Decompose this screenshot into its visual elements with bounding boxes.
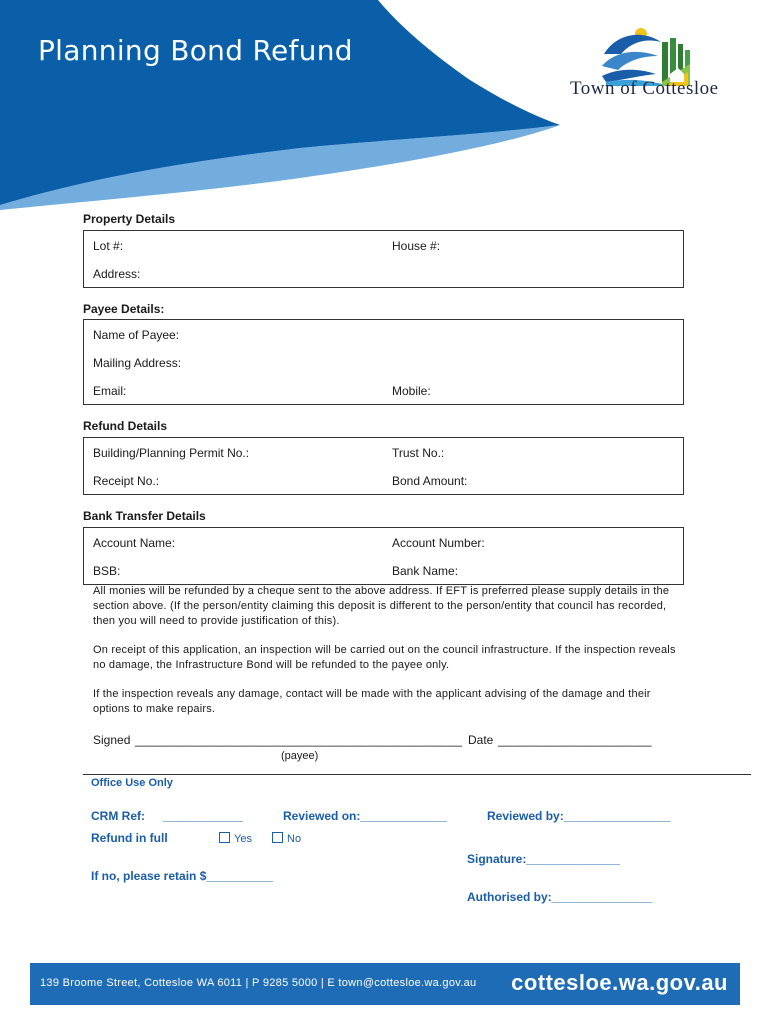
crm-ref-line[interactable]: ____________ xyxy=(163,809,244,823)
account-name-field[interactable]: Account Name: xyxy=(93,536,176,550)
refund-details-heading: Refund Details xyxy=(83,419,168,433)
reviewed-by-field[interactable]: Reviewed by:________________ xyxy=(487,809,671,823)
table-row xyxy=(84,438,683,466)
house-field[interactable]: House #: xyxy=(392,239,441,253)
bank-details-table xyxy=(83,527,684,585)
payee-details-heading: Payee Details: xyxy=(83,302,165,316)
office-divider xyxy=(83,774,751,775)
reviewed-on-field[interactable]: Reviewed on:_____________ xyxy=(283,809,448,823)
damage-note-paragraph: If the inspection reveals any damage, contact will be made with the applicant advising of the damage and their options to make repairs. xyxy=(93,688,651,715)
office-use-heading: Office Use Only xyxy=(91,777,173,789)
property-details-table xyxy=(83,230,684,288)
signature-line[interactable]: _________________________________________________ xyxy=(135,733,463,747)
property-details-heading: Property Details xyxy=(83,212,176,226)
mailing-address-field[interactable]: Mailing Address: xyxy=(93,356,182,370)
lot-field[interactable]: Lot #: xyxy=(93,239,124,253)
table-row xyxy=(84,231,683,259)
authorised-by-field[interactable]: Authorised by:_______________ xyxy=(467,890,652,904)
refund-details-table xyxy=(83,437,684,495)
bank-details-heading: Bank Transfer Details xyxy=(83,509,206,523)
yes-checkbox[interactable] xyxy=(219,832,252,845)
table-row xyxy=(84,320,683,348)
mobile-field[interactable]: Mobile: xyxy=(392,384,431,398)
checkbox-icon xyxy=(219,832,230,843)
bank-name-field[interactable]: Bank Name: xyxy=(392,564,459,578)
table-row xyxy=(84,466,683,494)
payee-details-table xyxy=(83,319,684,405)
signed-label: Signed xyxy=(93,733,131,747)
org-name: Town of Cottesloe xyxy=(570,78,719,99)
page-title: Planning Bond Refund xyxy=(38,34,353,67)
footer-website-link[interactable]: cottesloe.wa.gov.au xyxy=(511,970,728,995)
email-field[interactable]: Email: xyxy=(93,384,127,398)
address-field[interactable]: Address: xyxy=(93,267,141,281)
refund-in-full-label: Refund in full xyxy=(91,831,168,845)
footer-address: 139 Broome Street, Cottesloe WA 6011 | P 9285 5000 | E town@cottesloe.wa.gov.au xyxy=(40,977,477,989)
trust-number-field[interactable]: Trust No.: xyxy=(392,446,445,460)
bond-amount-field[interactable]: Bond Amount: xyxy=(392,474,468,488)
footer-bar xyxy=(30,963,740,1005)
retain-amount-field[interactable]: If no, please retain $__________ xyxy=(91,869,274,883)
payee-caption: (payee) xyxy=(281,750,319,762)
signature-field[interactable]: Signature:______________ xyxy=(467,852,620,866)
bsb-field[interactable]: BSB: xyxy=(93,564,121,578)
receipt-number-field[interactable]: Receipt No.: xyxy=(93,474,160,488)
checkbox-icon xyxy=(272,832,283,843)
table-row xyxy=(84,528,683,556)
date-line[interactable]: _______________________ xyxy=(498,733,652,747)
table-row xyxy=(84,556,683,584)
no-checkbox[interactable] xyxy=(272,832,301,845)
table-row xyxy=(84,348,683,376)
permit-number-field[interactable]: Building/Planning Permit No.: xyxy=(93,446,250,460)
crm-ref-label: CRM Ref: xyxy=(91,809,145,823)
table-row xyxy=(84,376,683,404)
table-row xyxy=(84,259,683,287)
date-label: Date xyxy=(468,733,494,747)
inspection-note-paragraph: On receipt of this application, an inspection will be carried out on the council infrastructure. If the inspection reveals no damage, the Infrastructure Bond will be refunded to the payee only. xyxy=(93,644,676,671)
account-number-field[interactable]: Account Number: xyxy=(392,536,485,550)
no-label: No xyxy=(287,833,302,845)
yes-label: Yes xyxy=(234,833,252,845)
refund-note-paragraph: All monies will be refunded by a cheque sent to the above address. If EFT is preferred please supply details in the section above. (If the person/entity claiming this deposit is different to the person/entity that council has recorded, then you will need to provide justification of this). xyxy=(93,585,670,627)
payee-name-field[interactable]: Name of Payee: xyxy=(93,328,180,342)
